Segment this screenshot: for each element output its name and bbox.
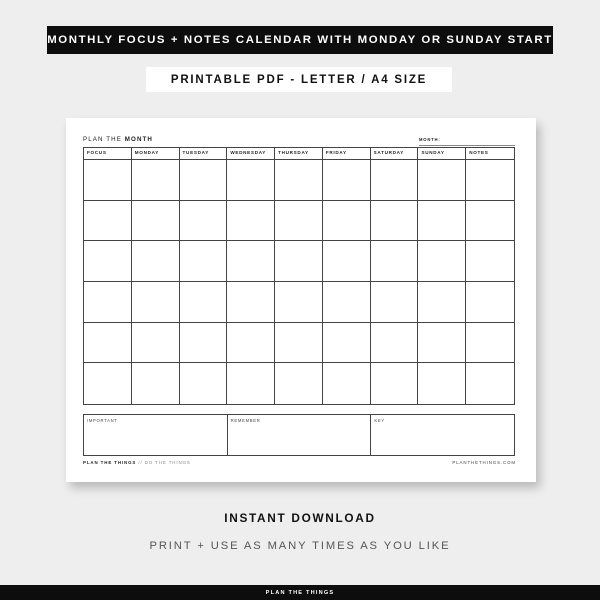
calendar-cell <box>84 282 132 323</box>
planner-sheet-preview <box>66 118 536 482</box>
sub-banner-text: PRINTABLE PDF - LETTER / A4 SIZE <box>170 73 428 86</box>
calendar-cell <box>323 160 371 201</box>
column-header: WEDNESDAY <box>227 148 275 160</box>
calendar-cell <box>84 323 132 364</box>
sheet-title-bold: MONTH <box>124 136 153 143</box>
calendar-cell <box>323 282 371 323</box>
footer-brand: PLAN THE THINGS <box>83 460 137 465</box>
column-header: SATURDAY <box>371 148 419 160</box>
calendar-cell <box>132 323 180 364</box>
calendar-cell <box>323 201 371 242</box>
sheet-title-prefix: PLAN THE <box>83 136 122 143</box>
calendar-cell <box>227 282 275 323</box>
calendar-cell <box>132 282 180 323</box>
calendar-cell <box>323 241 371 282</box>
calendar-cell <box>132 201 180 242</box>
calendar-cell <box>84 201 132 242</box>
print-usage-text: PRINT + USE AS MANY TIMES AS YOU LIKE <box>149 540 451 552</box>
calendar-cell <box>466 282 514 323</box>
sub-banner <box>146 67 452 92</box>
calendar-cell <box>180 160 228 201</box>
column-header: SUNDAY <box>418 148 466 160</box>
calendar-cell <box>371 241 419 282</box>
sheet-footer-url: PLANTHETHINGS.COM <box>452 460 516 465</box>
calendar-cell <box>323 323 371 364</box>
calendar-cell <box>84 160 132 201</box>
column-header: MONDAY <box>132 148 180 160</box>
bottom-boxes <box>83 414 515 456</box>
month-field <box>419 137 515 146</box>
calendar-cell <box>84 241 132 282</box>
calendar-cell <box>180 201 228 242</box>
calendar-cell <box>275 363 323 404</box>
calendar-cell <box>466 363 514 404</box>
calendar-cell <box>180 363 228 404</box>
column-header: FOCUS <box>84 148 132 160</box>
calendar-cell <box>275 323 323 364</box>
notes-box-important: IMPORTANT <box>84 415 228 455</box>
calendar-cell <box>418 160 466 201</box>
calendar-cell <box>418 241 466 282</box>
calendar-cell <box>132 160 180 201</box>
footer-bar-text: PLAN THE THINGS <box>265 589 335 596</box>
column-header: NOTES <box>466 148 514 160</box>
calendar-cell <box>132 241 180 282</box>
calendar-cell <box>227 160 275 201</box>
calendar-cell <box>275 241 323 282</box>
calendar-grid <box>83 147 515 405</box>
calendar-cell <box>466 160 514 201</box>
sheet-title <box>83 136 153 143</box>
calendar-cell <box>466 323 514 364</box>
footer-bar <box>0 585 600 600</box>
top-banner-text: MONTHLY FOCUS + NOTES CALENDAR WITH MONDAY OR SUNDAY START <box>47 34 553 46</box>
calendar-cell <box>418 201 466 242</box>
calendar-cell <box>418 282 466 323</box>
calendar-cell <box>323 363 371 404</box>
calendar-cell <box>180 282 228 323</box>
calendar-cell <box>275 201 323 242</box>
notes-box-remember: REMEMBER <box>228 415 372 455</box>
calendar-cell <box>371 363 419 404</box>
calendar-cell <box>180 241 228 282</box>
calendar-cell <box>371 201 419 242</box>
footer-separator: // <box>136 460 145 465</box>
calendar-cell <box>227 323 275 364</box>
calendar-cell <box>227 363 275 404</box>
footer-tagline: DO THE THINGS <box>144 460 191 465</box>
calendar-cell <box>418 323 466 364</box>
column-header: TUESDAY <box>180 148 228 160</box>
calendar-cell <box>371 282 419 323</box>
instant-download-heading: INSTANT DOWNLOAD <box>224 511 376 525</box>
calendar-cell <box>180 323 228 364</box>
calendar-cell <box>418 363 466 404</box>
calendar-cell <box>466 201 514 242</box>
column-header: FRIDAY <box>323 148 371 160</box>
calendar-cell <box>132 363 180 404</box>
calendar-cell <box>227 241 275 282</box>
calendar-cell <box>84 363 132 404</box>
column-header: THURSDAY <box>275 148 323 160</box>
sheet-footer-left <box>83 460 191 465</box>
calendar-cell <box>227 201 275 242</box>
calendar-cell <box>275 282 323 323</box>
top-banner <box>47 26 553 54</box>
calendar-cell <box>371 323 419 364</box>
calendar-cell <box>466 241 514 282</box>
notes-box-key: KEY <box>374 418 385 423</box>
month-label: MONTH: <box>419 137 441 142</box>
calendar-cell <box>371 160 419 201</box>
calendar-cell <box>275 160 323 201</box>
